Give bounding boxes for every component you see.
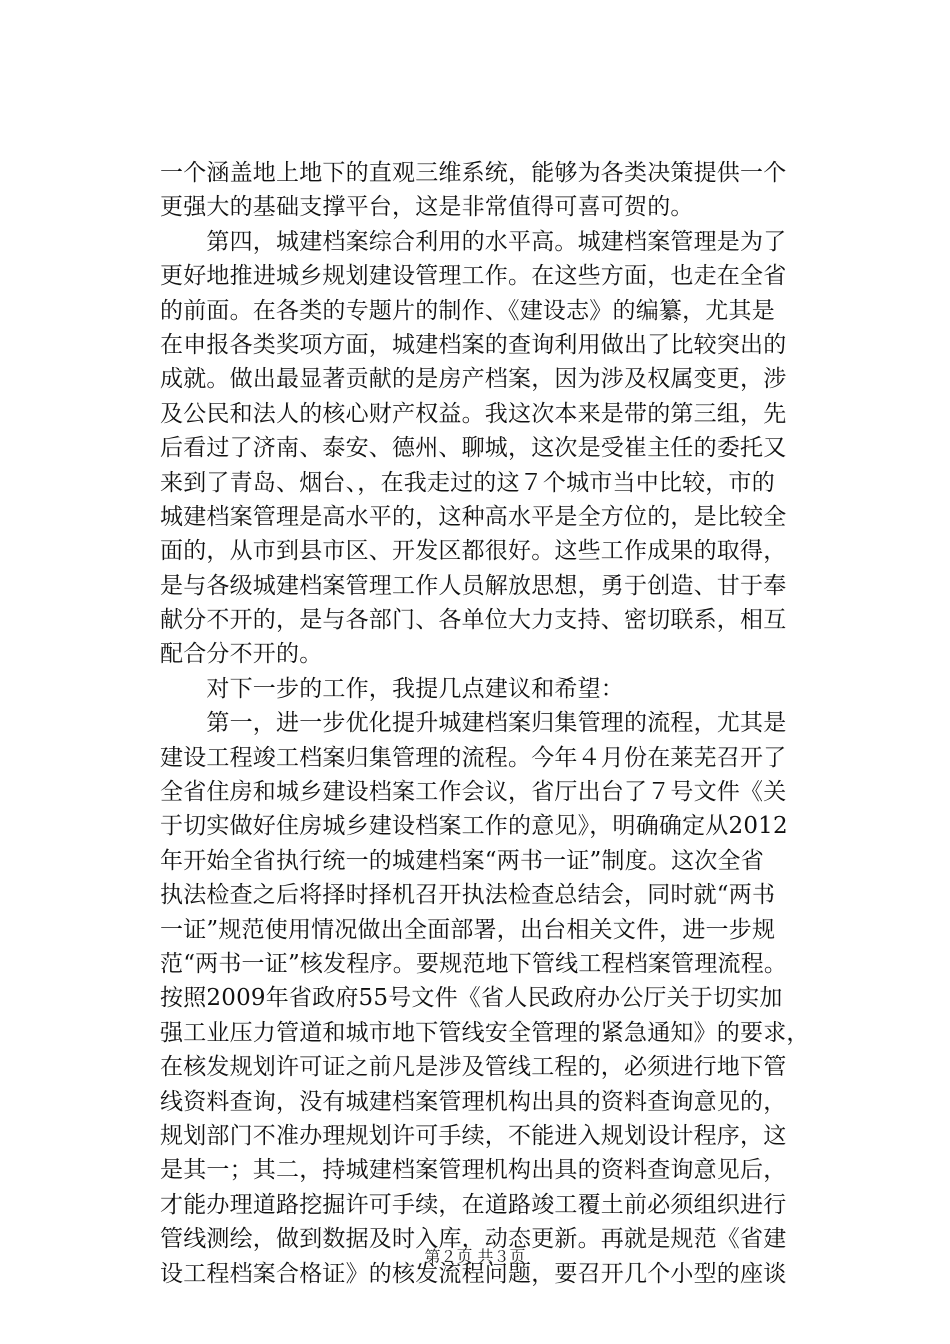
text-line: 在核发规划许可证之前凡是涉及管线工程的，必须进行地下管 xyxy=(160,1054,787,1081)
text-line: 线资料查询，没有城建档案管理机构出具的资料查询意见的， xyxy=(160,1088,787,1115)
text-line: 范“两书一证”核发程序。要规范地下管线工程档案管理流程。 xyxy=(160,950,788,977)
text-line: 是与各级城建档案管理工作人员解放思想，勇于创造、甘于奉 xyxy=(160,572,787,599)
text-line: 后看过了济南、泰安、德州、聊城，这次是受崔主任的委托又 xyxy=(160,435,787,462)
text-line: 设工程档案合格证》的核发流程问题，要召开几个小型的座谈 xyxy=(160,1260,787,1287)
text-line: 规划部门不准办理规划许可手续，不能进入规划设计程序，这 xyxy=(160,1122,787,1149)
text-line: 全省住房和城乡建设档案工作会议，省厅出台了７号文件《关 xyxy=(160,779,787,806)
text-line: 及公民和法人的核心财产权益。我这次本来是带的第三组，先 xyxy=(160,400,787,427)
text-line: 来到了青岛、烟台、，在我走过的这７个城市当中比较，市的 xyxy=(160,469,775,496)
text-line: 城建档案管理是高水平的，这种高水平是全方位的，是比较全 xyxy=(160,503,787,530)
text-line: 执法检查之后将择时择机召开执法检查总结会，同时就“两书 xyxy=(160,882,776,909)
text-line: 更好地推进城乡规划建设管理工作。在这些方面，也走在全省 xyxy=(160,263,787,290)
text-line: 的前面。在各类的专题片的制作、《建设志》的编纂，尤其是 xyxy=(160,297,775,324)
text-line: 建设工程竣工档案归集管理的流程。今年４月份在莱芜召开了 xyxy=(160,744,787,771)
page-footer: 第２页 共３页 xyxy=(424,1247,526,1266)
text-line: 是其一；其二，持城建档案管理机构出具的资料查询意见后， xyxy=(160,1157,787,1184)
text-line: 年开始全省执行统一的城建档案“两书一证”制度。这次全省 xyxy=(160,847,764,874)
body-text xyxy=(160,156,840,1291)
text-line: 对下一步的工作，我提几点建议和希望： xyxy=(160,675,624,702)
text-line: 按照2009年省政府55号文件《省人民政府办公厅关于切实加 xyxy=(160,985,783,1012)
text-line: 成就。做出最显著贡献的是房产档案，因为涉及权属变更，涉 xyxy=(160,366,787,393)
text-line: 强工业压力管道和城市地下管线安全管理的紧急通知》的要求， xyxy=(160,1019,810,1046)
text-line: 才能办理道路挖掘许可手续，在道路竣工覆土前必须组织进行 xyxy=(160,1191,787,1218)
text-line: 管线测绘，做到数据及时入库，动态更新。再就是规范《省建 xyxy=(160,1226,787,1253)
text-line: 在申报各类奖项方面，城建档案的查询利用做出了比较突出的 xyxy=(160,331,787,358)
text-line: 一个涵盖地上地下的直观三维系统，能够为各类决策提供一个 xyxy=(160,160,787,186)
text-line: 面的，从市到县市区、开发区都很好。这些工作成果的取得， xyxy=(160,538,787,565)
text-line: 第四，城建档案综合利用的水平高。城建档案管理是为了 xyxy=(160,228,787,255)
text-line: 更强大的基础支撑平台，这是非常值得可喜可贺的。 xyxy=(160,194,694,221)
text-line: 献分不开的，是与各部门、各单位大力支持、密切联系，相互 xyxy=(160,607,787,634)
text-line: 配合分不开的。 xyxy=(160,641,323,668)
text-line: 第一，进一步优化提升城建档案归集管理的流程，尤其是 xyxy=(160,710,787,737)
text-line: 于切实做好住房城乡建设档案工作的意见》，明确确定从2012 xyxy=(160,813,788,840)
text-line: 一证”规范使用情况做出全面部署，出台相关文件，进一步规 xyxy=(160,916,776,943)
